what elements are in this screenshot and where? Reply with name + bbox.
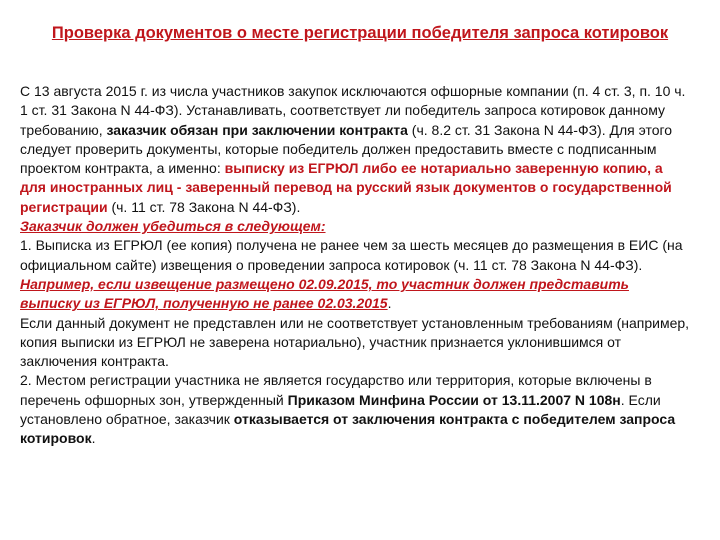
intro-text-continued: (ч. 8.2 ст. 31 Закона N 44-ФЗ). Для этого следует проверить документы, которые победитель должен предоставить вместе с подписанным проектом контракта, а именно: xyxy=(20,121,673,177)
example-period: . xyxy=(387,295,392,312)
contract-duty-highlight: заказчик обязан при заключении контракта xyxy=(106,121,408,138)
evasion-paragraph xyxy=(20,314,692,372)
point-2-period: . xyxy=(91,430,96,447)
example-highlight: Например, если извещение размещено 02.09.2015, то участник должен представить выписку из ЕГРЮЛ, полученную не ранее 02.03.2015 xyxy=(20,275,629,312)
point-1-text: 1. Выписка из ЕГРЮЛ (ее копия) получена не ранее чем за шесть месяцев до размещения в ЕИС (на официальном сайте) извещения о проведении запроса котировок (ч. 11 ст. 78 Закона N 44-ФЗ). xyxy=(20,237,683,273)
point-1-paragraph xyxy=(20,236,692,275)
minfin-order-highlight: Приказом Минфина России от 13.11.2007 N 108н xyxy=(287,391,621,408)
point-2-text: 2. Местом регистрации участника не является государство или территория, которые включены в перечень офшорных зон, утвержденный xyxy=(20,372,652,408)
intro-paragraph xyxy=(20,82,692,217)
example-paragraph xyxy=(20,275,692,314)
point-2-text-continued: . Если установлено обратное, заказчик xyxy=(20,391,661,428)
intro-text: С 13 августа 2015 г. из числа участников закупок исключаются офшорные компании (п. 4 ст. 3, п. 10 ч. 1 ст. 31 Закона N 44-ФЗ). Устанавливать, соответствует ли победитель запроса котировок данному требованию, xyxy=(20,83,686,138)
refusal-highlight: отказывается от заключения контракта с победителем запроса котировок xyxy=(20,411,676,447)
slide-body xyxy=(20,82,692,449)
checklist-heading-paragraph xyxy=(20,217,692,236)
checklist-heading: Заказчик должен убедиться в следующем: xyxy=(20,218,326,235)
evasion-text: Если данный документ не представлен или не соответствует установленным требованиям (например, копия выписки из ЕГРЮЛ не заверена нотариально), участник признается уклонившимся от заключения контракта. xyxy=(20,314,690,370)
required-documents-highlight: выписку из ЕГРЮЛ либо ее нотариально заверенную копию, а для иностранных лиц - заверенный перевод на русский язык документов о государственной регистрации xyxy=(20,160,672,215)
point-2-paragraph xyxy=(20,371,692,448)
law-reference: (ч. 11 ст. 78 Закона N 44-ФЗ). xyxy=(107,198,301,215)
slide-title: Проверка документов о месте регистрации победителя запроса котировок xyxy=(51,24,669,42)
